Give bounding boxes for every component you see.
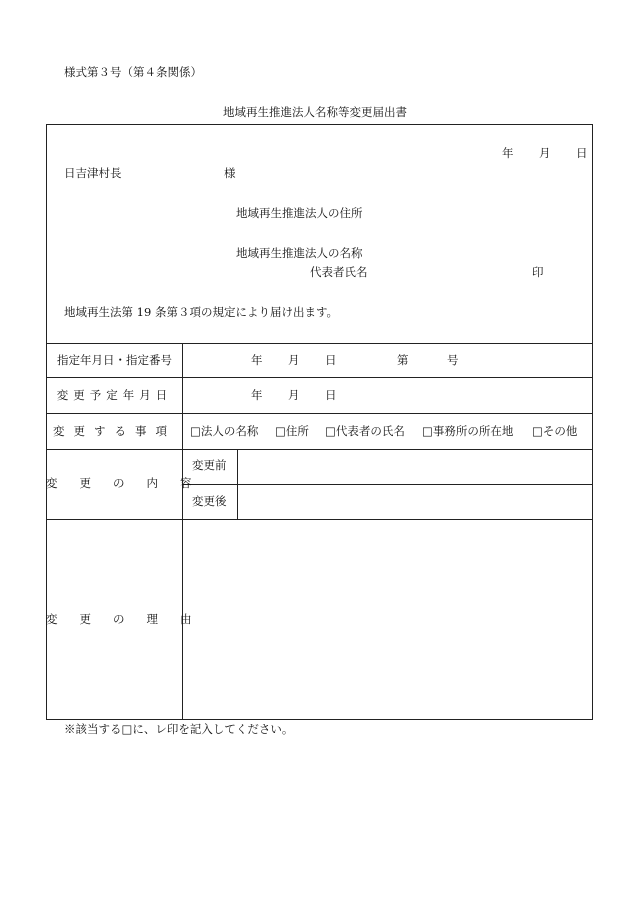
- change-items-label: 変更する事項: [53, 424, 176, 438]
- planned-month: 月: [288, 388, 300, 402]
- planned-day: 日: [325, 388, 337, 402]
- date-day-label: 日: [576, 146, 588, 160]
- before-label: 変更前: [192, 458, 227, 472]
- representative-label: 代表者氏名: [310, 265, 368, 279]
- date-month-label: 月: [539, 146, 551, 160]
- option-label: その他: [542, 424, 578, 438]
- date-year-label: 年: [502, 146, 514, 160]
- designation-number-prefix: 第: [397, 353, 409, 367]
- checkbox-icon[interactable]: □: [275, 424, 286, 438]
- rule-row-1: [46, 377, 593, 378]
- applicant-name-label: 地域再生推進法人の名称: [236, 246, 363, 260]
- designation-number-suffix: 号: [447, 353, 459, 367]
- planned-year: 年: [251, 388, 263, 402]
- rule-top-section: [46, 343, 593, 344]
- addressee-name: 日吉津村長: [64, 166, 122, 180]
- option-address[interactable]: [275, 426, 309, 438]
- option-label: 事務所の所在地: [432, 424, 514, 438]
- planned-date-label: 変更予定年月日: [56, 388, 173, 402]
- applicant-address-label: 地域再生推進法人の住所: [236, 206, 363, 220]
- checkbox-icon[interactable]: □: [422, 424, 433, 438]
- designation-year: 年: [251, 353, 263, 367]
- form-title: 地域再生推進法人名称等変更届出書: [223, 105, 407, 119]
- option-office-location[interactable]: [422, 426, 513, 438]
- designation-label: 指定年月日・指定番号: [57, 353, 172, 367]
- footnote: ※該当する□に、レ印を記入してください。: [64, 722, 294, 736]
- designation-month: 月: [288, 353, 300, 367]
- option-rep-name[interactable]: [325, 426, 405, 438]
- addressee-honorific: 様: [224, 166, 236, 180]
- rule-row-2: [46, 413, 593, 414]
- checkbox-icon[interactable]: □: [532, 424, 543, 438]
- option-corp-name[interactable]: [190, 426, 258, 438]
- content-sub-divider: [237, 449, 238, 519]
- option-label: 住所: [285, 424, 309, 438]
- after-field[interactable]: [239, 485, 592, 518]
- form-number: 様式第３号（第４条関係）: [64, 65, 202, 79]
- designation-day: 日: [325, 353, 337, 367]
- seal-mark: 印: [532, 265, 544, 279]
- before-field[interactable]: [239, 450, 592, 483]
- option-label: 法人の名称: [200, 424, 259, 438]
- change-content-label: 変更の内容: [46, 476, 214, 490]
- statement-text: 地域再生法第 19 条第３項の規定により届け出ます。: [64, 305, 339, 319]
- change-reason-label: 変更の理由: [46, 612, 214, 626]
- after-label: 変更後: [192, 494, 227, 508]
- checkbox-icon[interactable]: □: [325, 424, 336, 438]
- reason-field[interactable]: [184, 520, 592, 719]
- option-other[interactable]: [532, 426, 577, 438]
- checkbox-icon[interactable]: □: [190, 424, 201, 438]
- option-label: 代表者の氏名: [335, 424, 405, 438]
